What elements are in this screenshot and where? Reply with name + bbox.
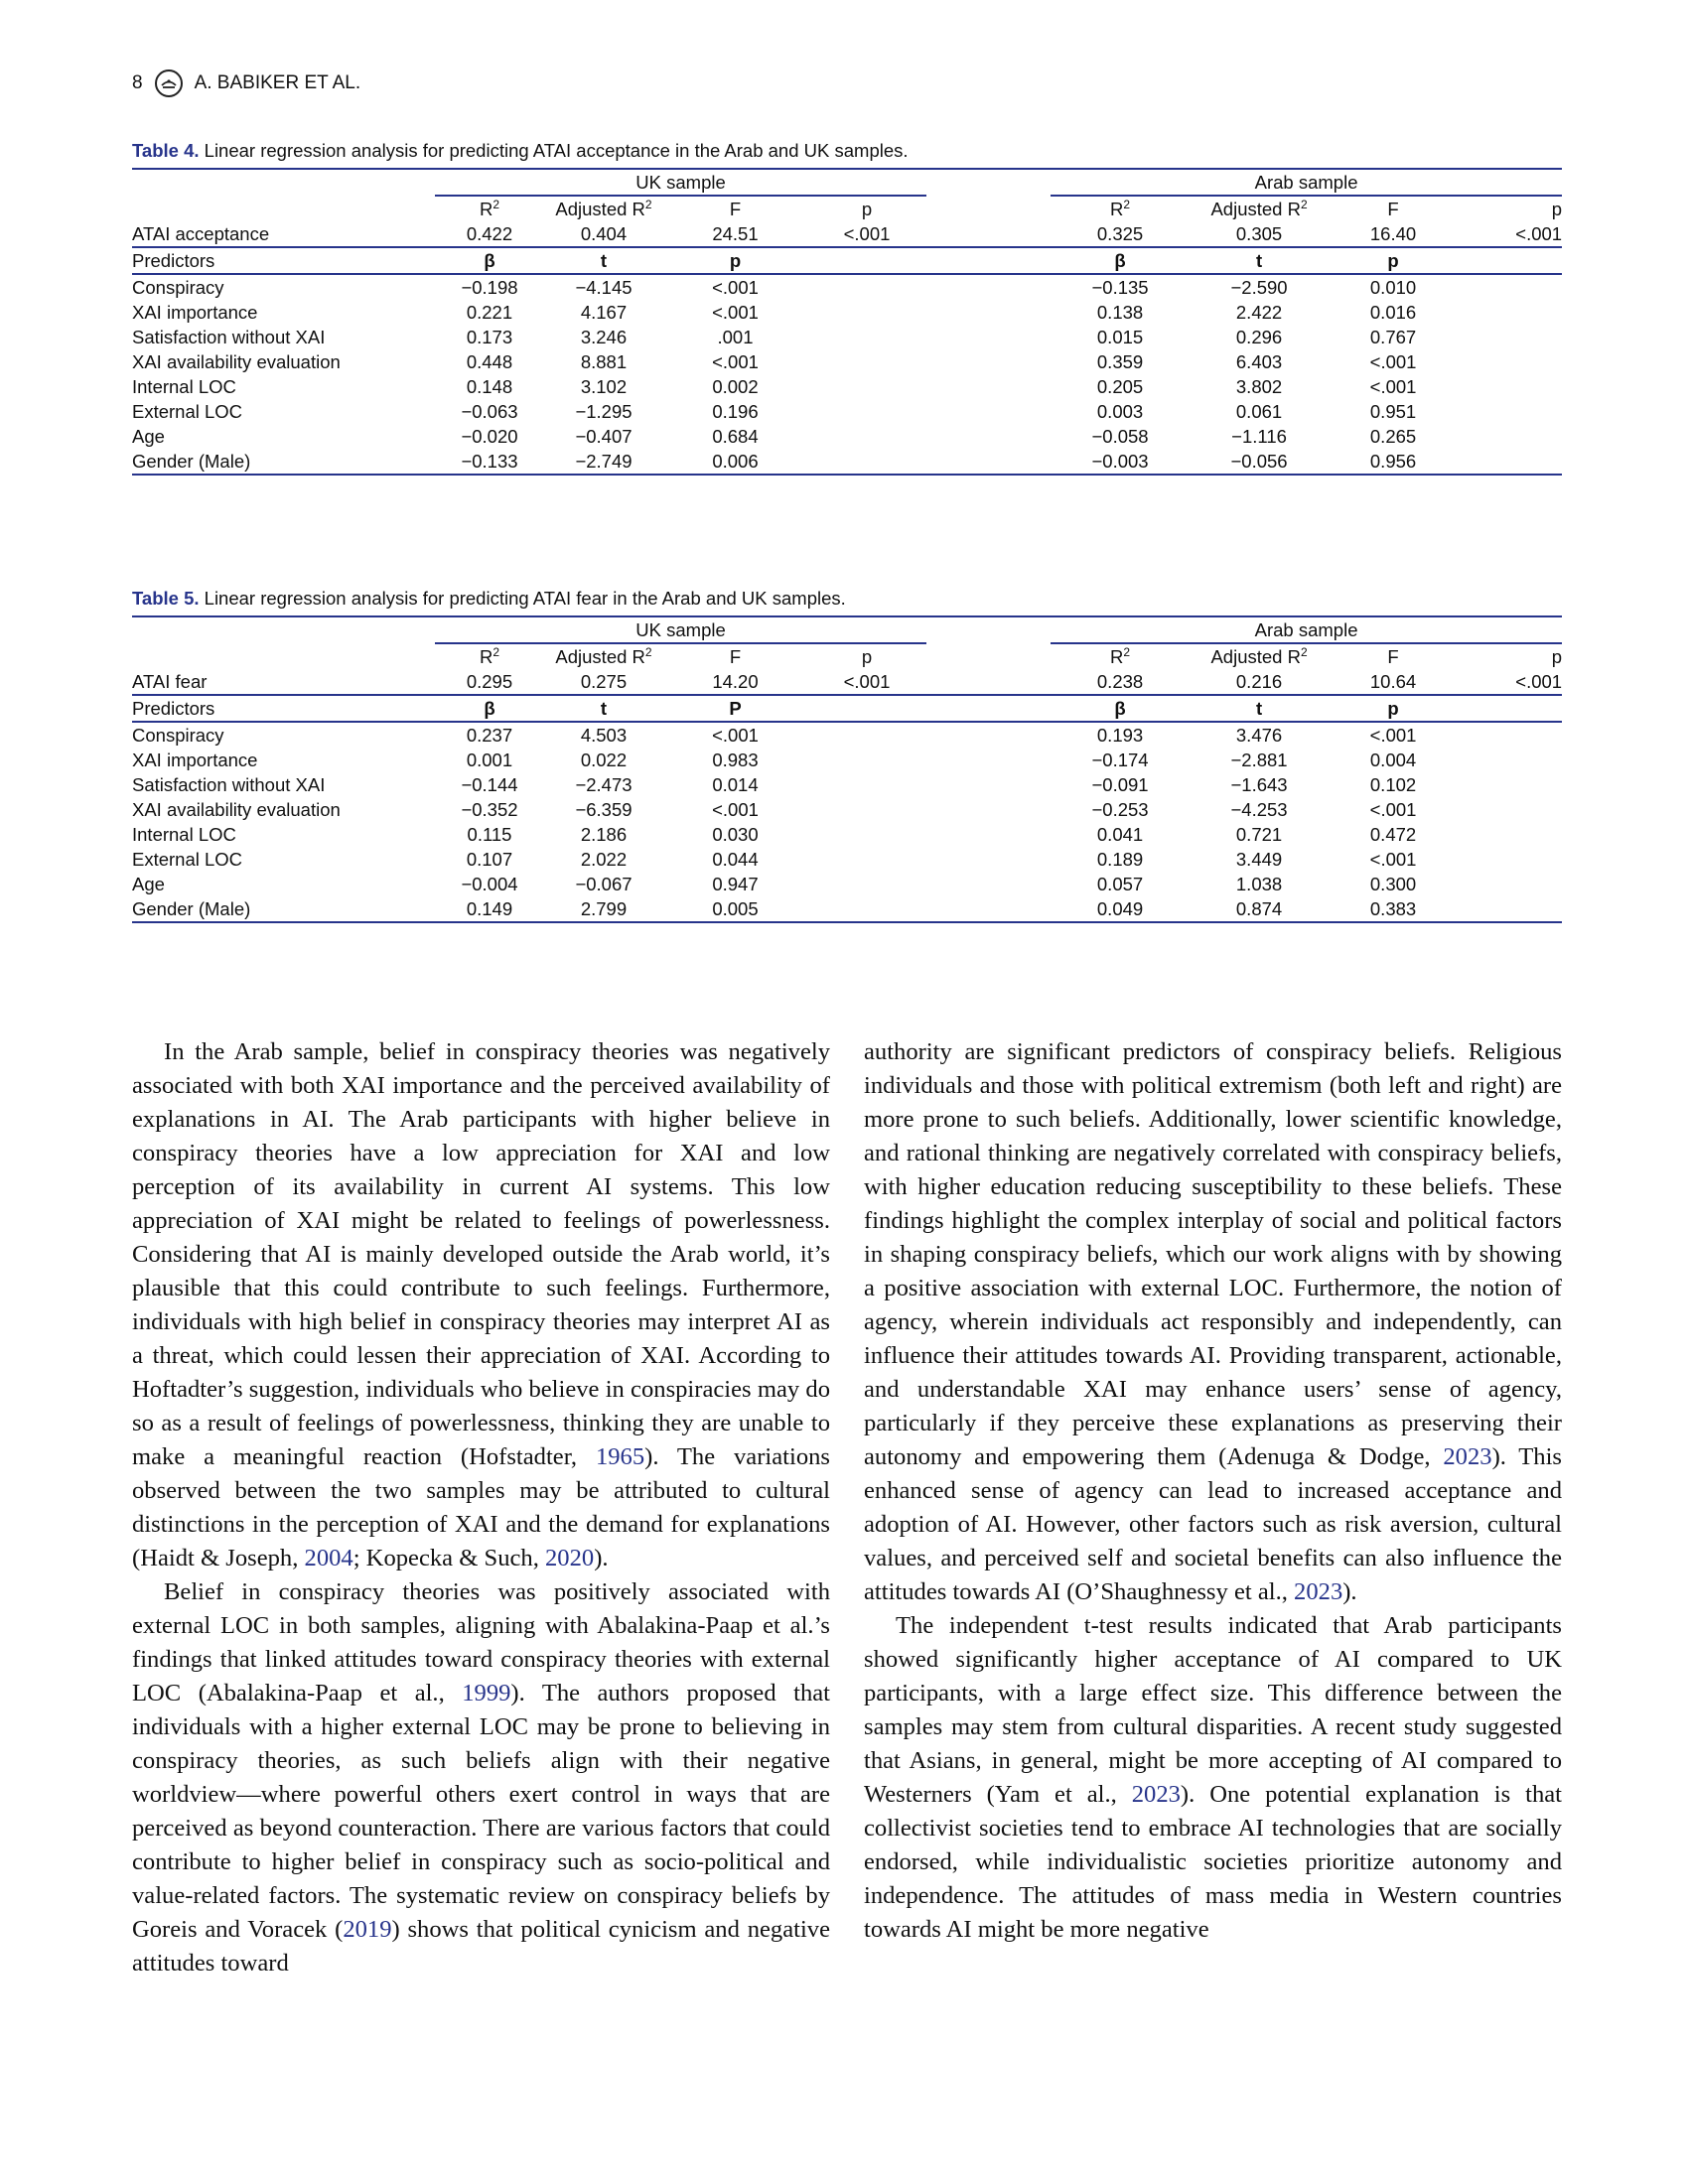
journal-logo-icon xyxy=(155,69,183,97)
empty-cell xyxy=(1458,399,1562,424)
empty-cell xyxy=(926,772,1051,797)
cell-value: 3.246 xyxy=(580,327,628,347)
text-run: ) shows that political cynicism and negative attitudes toward xyxy=(132,1916,830,1977)
header-r2: $R^2$ xyxy=(479,644,500,667)
table-row xyxy=(132,325,1562,349)
model-value: 0.216 xyxy=(1235,671,1283,692)
header-f: F xyxy=(729,199,742,219)
header-adj-r2: Adjusted $R^2$ xyxy=(1210,197,1308,219)
table-row xyxy=(132,748,1562,772)
citation-link[interactable]: 2004 xyxy=(304,1545,353,1571)
group-uk: UK sample xyxy=(435,169,926,196)
empty-cell xyxy=(926,797,1051,822)
paragraph xyxy=(132,1575,830,1980)
cell-value: −1.295 xyxy=(575,401,633,422)
cell-value: <.001 xyxy=(1369,849,1417,870)
table-row xyxy=(132,374,1562,399)
running-authors: A. BABIKER ET AL. xyxy=(194,72,361,93)
predictors-label: Predictors xyxy=(132,695,435,722)
cell-value: 3.476 xyxy=(1235,725,1283,746)
model-value: 0.422 xyxy=(466,223,513,244)
citation-link[interactable]: 2023 xyxy=(1443,1443,1492,1470)
cell-value: 0.044 xyxy=(712,849,759,870)
cell-value: 2.799 xyxy=(544,896,663,922)
empty-cell xyxy=(1458,325,1562,349)
header-adj-r2: Adjusted $R^2$ xyxy=(1210,644,1308,667)
model-value: <.001 xyxy=(1515,671,1563,692)
empty-cell xyxy=(807,822,926,847)
cell-value: <.001 xyxy=(712,277,759,298)
cell-value: 0.721 xyxy=(1235,824,1283,845)
model-label: ATAI fear xyxy=(132,671,208,692)
table-4-caption xyxy=(132,140,1562,162)
paragraph xyxy=(864,1035,1562,1609)
empty-cell xyxy=(926,349,1051,374)
cell-value: −0.198 xyxy=(461,277,518,298)
text-run: ). The variations observed between the two samples may be attributed to cultural distinctions in the perception of XAI and the demand for explanations (Haidt & Joseph, xyxy=(132,1443,830,1571)
cell-value: <.001 xyxy=(1369,351,1417,372)
model-value: 14.20 xyxy=(712,671,759,692)
cell-value: 0.006 xyxy=(663,449,807,475)
cell-value: <.001 xyxy=(1369,725,1417,746)
cell-value: 0.296 xyxy=(1235,327,1283,347)
table-row xyxy=(132,847,1562,872)
page-number: 8 xyxy=(132,72,143,93)
cell-value: −2.590 xyxy=(1230,277,1288,298)
model-value: <.001 xyxy=(1515,223,1563,244)
table-4-title: Linear regression analysis for predicting ATAI acceptance in the Arab and UK samples. xyxy=(204,140,909,161)
header-adj-r2: Adjusted $R^2$ xyxy=(555,644,652,667)
empty-cell xyxy=(926,822,1051,847)
cell-value: 0.193 xyxy=(1096,725,1144,746)
cell-value: 0.149 xyxy=(435,896,544,922)
citation-link[interactable]: 2019 xyxy=(343,1916,392,1943)
cell-value: 0.030 xyxy=(712,824,759,845)
empty-cell xyxy=(1458,449,1562,475)
cell-value: 2.022 xyxy=(580,849,628,870)
cell-value: −0.004 xyxy=(461,874,518,894)
header-p: p xyxy=(861,646,873,667)
cell-value: 0.005 xyxy=(663,896,807,922)
text-run: The independent t-test results indicated that Arab participants showed significantly higher acceptance of AI compared to UK participants, with a large effect size. This difference between the samples may stem from cultural disparities. A recent study suggested that Asians, in general, might be more accepting of AI compared to Westerners (Yam et al., xyxy=(864,1612,1562,1808)
group-uk: UK sample xyxy=(435,616,926,643)
cell-value: 0.041 xyxy=(1096,824,1144,845)
citation-link[interactable]: 2023 xyxy=(1294,1578,1343,1605)
predictor-name: External LOC xyxy=(132,849,243,870)
empty-cell xyxy=(807,424,926,449)
predictor-name: Conspiracy xyxy=(132,277,224,298)
cell-value: 0.138 xyxy=(1096,302,1144,323)
model-label: ATAI acceptance xyxy=(132,223,270,244)
pred-header: t xyxy=(1190,695,1329,722)
cell-value: −0.056 xyxy=(1190,449,1329,475)
cell-value: 3.449 xyxy=(1235,849,1283,870)
pred-header: β xyxy=(1051,247,1190,274)
predictor-name: XAI importance xyxy=(132,750,258,770)
body-column-right xyxy=(864,1035,1562,1947)
citation-link[interactable]: 1999 xyxy=(462,1680,511,1706)
empty-cell xyxy=(926,896,1051,922)
cell-value: 0.237 xyxy=(466,725,513,746)
cell-value: −0.003 xyxy=(1051,449,1190,475)
table-row xyxy=(132,772,1562,797)
cell-value: −2.749 xyxy=(544,449,663,475)
header-f: F xyxy=(729,646,742,667)
empty-cell xyxy=(926,722,1051,748)
empty-cell xyxy=(807,274,926,300)
cell-value: <.001 xyxy=(712,725,759,746)
cell-value: −1.643 xyxy=(1230,774,1288,795)
table-row xyxy=(132,722,1562,748)
header-f: F xyxy=(1387,199,1399,219)
predictor-name: Internal LOC xyxy=(132,376,236,397)
empty-cell xyxy=(926,374,1051,399)
predictor-name: Satisfaction without XAI xyxy=(132,327,326,347)
empty-cell xyxy=(807,772,926,797)
empty-cell xyxy=(926,274,1051,300)
header-p: p xyxy=(1551,199,1563,219)
cell-value: 0.022 xyxy=(580,750,628,770)
cell-value: 0.189 xyxy=(1096,849,1144,870)
pred-header: p xyxy=(1329,247,1458,274)
header-r2: $R^2$ xyxy=(1110,197,1131,219)
model-value: 0.275 xyxy=(580,671,628,692)
header-f: F xyxy=(1387,646,1399,667)
cell-value: −2.473 xyxy=(575,774,633,795)
empty-cell xyxy=(1458,822,1562,847)
table-row xyxy=(132,300,1562,325)
empty-cell xyxy=(926,847,1051,872)
model-value: 0.305 xyxy=(1235,223,1283,244)
text-run: ). One potential explanation is that collectivist societies tend to embrace AI technologies that are socially endorsed, while individualistic societies prioritize autonomy and independence. The attitudes of mass media in Western countries towards AI might be more negative xyxy=(864,1781,1562,1943)
cell-value: 6.403 xyxy=(1235,351,1283,372)
table-row xyxy=(132,274,1562,300)
model-value: <.001 xyxy=(843,223,891,244)
cell-value: −0.174 xyxy=(1091,750,1149,770)
cell-value: 0.472 xyxy=(1369,824,1417,845)
header-p: p xyxy=(861,199,873,219)
cell-value: 0.061 xyxy=(1235,401,1283,422)
cell-value: <.001 xyxy=(1369,376,1417,397)
predictor-name: Internal LOC xyxy=(132,824,236,845)
model-value: 0.404 xyxy=(580,223,628,244)
predictor-name: External LOC xyxy=(132,401,243,422)
table-4 xyxy=(132,140,1562,476)
predictor-name: Age xyxy=(132,426,165,447)
empty-cell xyxy=(1458,424,1562,449)
cell-value: 0.001 xyxy=(466,750,513,770)
model-value: <.001 xyxy=(843,671,891,692)
empty-cell xyxy=(926,325,1051,349)
cell-value: −4.253 xyxy=(1230,799,1288,820)
cell-value: 0.173 xyxy=(466,327,513,347)
cell-value: 0.947 xyxy=(712,874,759,894)
text-run: In the Arab sample, belief in conspiracy theories was negatively associated with both XAI importance and the perceived availability of explanations in AI. The Arab participants with higher believe in conspiracy theories have a low appreciation for XAI and low perception of its availability in current AI systems. This low appreciation of XAI might be related to feelings of powerlessness. Considering that AI is mainly developed outside the Arab world, it’s plausible that this could contribute to such feelings. Furthermore, individuals with high belief in conspiracy theories may interpret AI as a threat, which could lessen their appreciation of XAI. According to Hoftadter’s suggestion, individuals who believe in conspiracies may do so as a result of feelings of powerlessness, thinking they are unable to make a meaningful reaction (Hofstadter, xyxy=(132,1038,830,1470)
table-row xyxy=(132,349,1562,374)
model-value: 0.325 xyxy=(1096,223,1144,244)
header-p: p xyxy=(1551,646,1563,667)
cell-value: 0.383 xyxy=(1329,896,1458,922)
table-row xyxy=(132,797,1562,822)
empty-cell xyxy=(807,325,926,349)
empty-cell xyxy=(807,847,926,872)
empty-cell xyxy=(926,872,1051,896)
predictor-name: XAI availability evaluation xyxy=(132,799,341,820)
cell-value: 0.265 xyxy=(1369,426,1417,447)
empty-cell xyxy=(807,722,926,748)
empty-cell xyxy=(1458,797,1562,822)
text-run: ). The authors proposed that individuals with a higher external LOC may be prone to believing in conspiracy theories, as such beliefs align with their negative worldview—where powerful others exert control in ways that are perceived as beyond counteraction. There are various factors that could contribute to higher belief in conspiracy such as socio-political and value-related factors. The systematic review on conspiracy beliefs by Goreis and Voracek ( xyxy=(132,1680,830,1943)
running-header xyxy=(132,69,360,97)
table-5 xyxy=(132,588,1562,923)
cell-value: 3.802 xyxy=(1235,376,1283,397)
cell-value: −0.135 xyxy=(1091,277,1149,298)
cell-value: 0.983 xyxy=(712,750,759,770)
cell-value: <.001 xyxy=(712,351,759,372)
cell-value: 0.205 xyxy=(1096,376,1144,397)
cell-value: 0.003 xyxy=(1096,401,1144,422)
table-5-caption xyxy=(132,588,1562,610)
cell-value: −0.133 xyxy=(435,449,544,475)
cell-value: 8.881 xyxy=(580,351,628,372)
table-row xyxy=(132,872,1562,896)
cell-value: −6.359 xyxy=(575,799,633,820)
predictor-name: Age xyxy=(132,874,165,894)
cell-value: 3.102 xyxy=(580,376,628,397)
empty-cell xyxy=(807,399,926,424)
cell-value: 0.004 xyxy=(1369,750,1417,770)
cell-value: 0.221 xyxy=(466,302,513,323)
empty-cell xyxy=(807,300,926,325)
empty-cell xyxy=(926,424,1051,449)
pred-header: β xyxy=(1051,695,1190,722)
cell-value: 0.956 xyxy=(1329,449,1458,475)
citation-link[interactable]: 2023 xyxy=(1131,1781,1181,1808)
cell-value: 0.015 xyxy=(1096,327,1144,347)
header-r2: $R^2$ xyxy=(479,197,500,219)
cell-value: <.001 xyxy=(1369,799,1417,820)
predictors-label: Predictors xyxy=(132,247,435,274)
cell-value: 0.049 xyxy=(1051,896,1190,922)
cell-value: 1.038 xyxy=(1235,874,1283,894)
cell-value: 0.951 xyxy=(1369,401,1417,422)
pred-header: β xyxy=(435,695,544,722)
header-r2: $R^2$ xyxy=(1110,644,1131,667)
cell-value: 0.196 xyxy=(712,401,759,422)
table-5-body xyxy=(132,722,1562,922)
empty-cell xyxy=(1458,722,1562,748)
cell-value: −0.067 xyxy=(575,874,633,894)
text-run: ). This enhanced sense of agency can lead to increased acceptance and adoption of AI. However, other factors such as risk aversion, cultural values, and perceived self and societal benefits can also influence the attitudes towards AI (O’Shaughnessy et al., xyxy=(864,1443,1562,1605)
paragraph xyxy=(864,1609,1562,1947)
header-adj-r2: Adjusted $R^2$ xyxy=(555,197,652,219)
text-run: authority are significant predictors of conspiracy beliefs. Religious individuals and those with political extremism (both left and right) are more prone to such beliefs. Additionally, lower scientific knowledge, and rational thinking are negatively correlated with conspiracy beliefs, with higher education reducing susceptibility to these beliefs. These findings highlight the complex interplay of social and political factors in shaping conspiracy beliefs, which our work aligns with by showing a positive association with external LOC. Furthermore, the notion of agency, wherein individuals act responsibly and independently, can influence their attitudes towards AI. Providing transparent, actionable, and understandable XAI may enhance users’ sense of agency, particularly if they perceive these explanations as preserving their autonomy and empowering them (Adenuga & Dodge, xyxy=(864,1038,1562,1470)
predictor-name: XAI importance xyxy=(132,302,258,323)
model-value: 10.64 xyxy=(1369,671,1417,692)
cell-value: 0.057 xyxy=(1096,874,1144,894)
cell-value: −0.058 xyxy=(1091,426,1149,447)
cell-value: −0.020 xyxy=(461,426,518,447)
pred-header: p xyxy=(663,247,807,274)
model-value: 16.40 xyxy=(1369,223,1417,244)
model-value: 24.51 xyxy=(712,223,759,244)
empty-cell xyxy=(807,449,926,475)
group-arab: Arab sample xyxy=(1051,616,1562,643)
cell-value: −2.881 xyxy=(1230,750,1288,770)
empty-cell xyxy=(807,748,926,772)
table-row xyxy=(132,399,1562,424)
pred-header: β xyxy=(435,247,544,274)
cell-value: −4.145 xyxy=(575,277,633,298)
empty-cell xyxy=(807,374,926,399)
table-5-label: Table 5. xyxy=(132,588,200,609)
pred-header: p xyxy=(1329,695,1458,722)
table-5-title: Linear regression analysis for predicting ATAI fear in the Arab and UK samples. xyxy=(204,588,846,609)
cell-value: 0.102 xyxy=(1369,774,1417,795)
predictor-name: Gender (Male) xyxy=(132,896,435,922)
empty-cell xyxy=(926,449,1051,475)
predictor-name: Conspiracy xyxy=(132,725,224,746)
predictor-name: Gender (Male) xyxy=(132,449,435,475)
cell-value: <.001 xyxy=(712,799,759,820)
empty-cell xyxy=(807,797,926,822)
cell-value: 4.503 xyxy=(580,725,628,746)
cell-value: 0.107 xyxy=(466,849,513,870)
empty-cell xyxy=(807,896,926,922)
citation-link[interactable]: 2020 xyxy=(545,1545,595,1571)
text-run: ). xyxy=(1342,1578,1357,1605)
citation-link[interactable]: 1965 xyxy=(595,1443,645,1470)
cell-value: 0.767 xyxy=(1369,327,1417,347)
cell-value: 4.167 xyxy=(580,302,628,323)
cell-value: 0.448 xyxy=(466,351,513,372)
cell-value: .001 xyxy=(717,327,754,347)
empty-cell xyxy=(1458,374,1562,399)
empty-cell xyxy=(1458,748,1562,772)
pred-header: P xyxy=(663,695,807,722)
cell-value: −0.352 xyxy=(461,799,518,820)
model-value: 0.295 xyxy=(466,671,513,692)
cell-value: 2.186 xyxy=(580,824,628,845)
empty-cell xyxy=(1458,772,1562,797)
empty-cell xyxy=(807,872,926,896)
pred-header: t xyxy=(544,695,663,722)
cell-value: −1.116 xyxy=(1231,426,1287,447)
text-run: ). xyxy=(594,1545,609,1571)
empty-cell xyxy=(1458,300,1562,325)
table-4-grid xyxy=(132,168,1562,476)
cell-value: −0.063 xyxy=(461,401,518,422)
empty-cell xyxy=(926,300,1051,325)
cell-value: −0.407 xyxy=(575,426,633,447)
cell-value: <.001 xyxy=(712,302,759,323)
text-run: Belief in conspiracy theories was positively associated with external LOC in both samples, aligning with Abalakina-Paap et al.’s findings that linked attitudes toward conspiracy theories with external LOC (Abalakina-Paap et al., xyxy=(132,1578,830,1706)
cell-value: 0.300 xyxy=(1369,874,1417,894)
cell-value: −0.091 xyxy=(1091,774,1149,795)
table-row xyxy=(132,424,1562,449)
cell-value: 0.115 xyxy=(467,824,512,845)
table-row xyxy=(132,449,1562,475)
cell-value: 0.016 xyxy=(1369,302,1417,323)
cell-value: 0.684 xyxy=(712,426,759,447)
empty-cell xyxy=(1458,872,1562,896)
predictor-name: XAI availability evaluation xyxy=(132,351,341,372)
predictor-name: Satisfaction without XAI xyxy=(132,774,326,795)
text-run: ; Kopecka & Such, xyxy=(352,1545,545,1571)
paragraph xyxy=(132,1035,830,1575)
cell-value: −0.144 xyxy=(461,774,518,795)
table-row xyxy=(132,822,1562,847)
cell-value: 0.874 xyxy=(1190,896,1329,922)
empty-cell xyxy=(1458,274,1562,300)
table-row xyxy=(132,896,1562,922)
body-column-left xyxy=(132,1035,830,1980)
cell-value: 0.002 xyxy=(712,376,759,397)
empty-cell xyxy=(926,748,1051,772)
cell-value: 0.359 xyxy=(1096,351,1144,372)
table-4-label: Table 4. xyxy=(132,140,200,161)
table-4-body xyxy=(132,274,1562,475)
cell-value: 0.010 xyxy=(1369,277,1417,298)
pred-header: t xyxy=(1190,247,1329,274)
empty-cell xyxy=(1458,847,1562,872)
cell-value: 2.422 xyxy=(1235,302,1283,323)
group-arab: Arab sample xyxy=(1051,169,1562,196)
empty-cell xyxy=(1458,349,1562,374)
table-5-grid xyxy=(132,615,1562,923)
empty-cell xyxy=(926,399,1051,424)
cell-value: −0.253 xyxy=(1091,799,1149,820)
empty-cell xyxy=(1458,896,1562,922)
model-value: 0.238 xyxy=(1096,671,1144,692)
cell-value: 0.014 xyxy=(712,774,759,795)
empty-cell xyxy=(807,349,926,374)
cell-value: 0.148 xyxy=(466,376,513,397)
pred-header: t xyxy=(544,247,663,274)
